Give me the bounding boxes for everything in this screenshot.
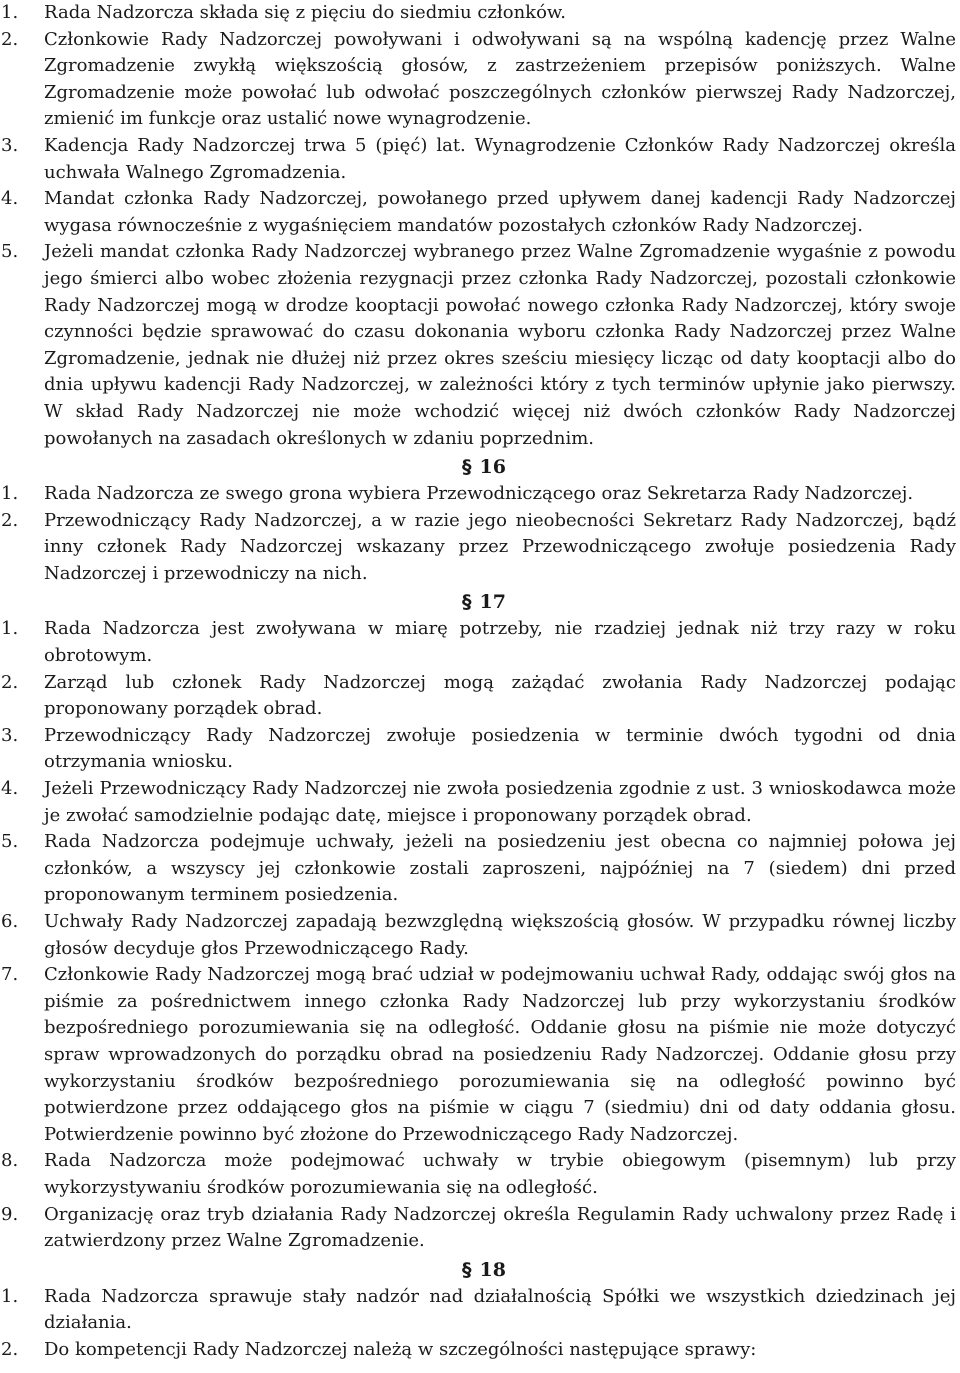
- list-item: [0, 508, 958, 588]
- list-item: [0, 239, 958, 452]
- item-text: Jeżeli Przewodniczący Rady Nadzorczej nie zwoła posiedzenia zgodnie z ust. 3 wnioskodawca może je zwołać samodzielnie podając datę, miejsce i proponowany porządek obrad.: [44, 778, 956, 826]
- item-text: Organizację oraz tryb działania Rady Nadzorczej określa Regulamin Rady uchwalony przez Radę i zatwierdzony przez Walne Zgromadzenie.: [44, 1203, 956, 1252]
- item-number: 3.: [1, 134, 19, 156]
- list-item: [0, 776, 958, 829]
- section-16: [0, 453, 958, 587]
- item-text: Rada Nadzorcza ze swego grona wybiera Przewodniczącego oraz Sekretarza Rady Nadzorczej.: [44, 483, 914, 505]
- item-number: 5.: [1, 241, 19, 263]
- list-item: [0, 723, 958, 776]
- item-number: 7.: [1, 964, 19, 986]
- item-text: Członkowie Rady Nadzorczej powoływani i odwoływani są na wspólną kadencję przez Walne Zgromadzenie zwykłą większością głosów, z zastrzeżeniem przepisów poniższych. Walne Zgromadzenie może powołać lub odwołać poszczególnych członków pierwszej Rady Nadzorczej, zmienić im funkcje oraz ustalić nowe wynagrodzenie.: [44, 28, 956, 130]
- list-item: [0, 962, 958, 1148]
- list-item: [0, 481, 958, 508]
- section-heading: [0, 588, 958, 616]
- list-item: [0, 186, 958, 239]
- list-item: [0, 909, 958, 962]
- item-number: 6.: [1, 911, 19, 932]
- item-number: 5.: [1, 831, 19, 853]
- item-number: 4.: [1, 188, 19, 210]
- list-item: [0, 1284, 958, 1337]
- item-number: 4.: [1, 778, 19, 800]
- item-text: Do kompetencji Rady Nadzorczej należą w szczególności następujące sprawy:: [44, 1338, 757, 1360]
- item-text: Przewodniczący Rady Nadzorczej zwołuje posiedzenia w terminie dwóch tygodni od dnia otrzymania wniosku.: [44, 724, 956, 773]
- item-text: Rada Nadzorcza może podejmować uchwały w trybie obiegowym (pisemnym) lub przy wykorzystywaniu środków porozumiewania się na odległość.: [44, 1150, 956, 1198]
- list-item: [0, 0, 958, 27]
- item-text: Zarząd lub członek Rady Nadzorczej mogą zażądać zwołania Rady Nadzorczej podając proponowany porządek obrad.: [44, 671, 956, 720]
- item-number: 1.: [1, 1285, 19, 1307]
- section-symbol: §: [462, 591, 472, 614]
- list-item: [0, 829, 958, 909]
- item-text: Rada Nadzorcza sprawuje stały nadzór nad działalnością Spółki we wszystkich dziedzinach jej działania.: [44, 1285, 956, 1334]
- item-text: Członkowie Rady Nadzorczej mogą brać udział w podejmowaniu uchwał Rady, oddając swój głos na piśmie za pośrednictwem innego członka Rady Nadzorczej lub przy wykorzystaniu środków bezpośredniego porozumiewania się na odległość. Oddanie głosu na piśmie nie może dotyczyć spraw wprowadzonych do porządku obrad na posiedzeniu Rady Nadzorczej. Oddanie głosu przy wykorzystaniu środków bezpośredniego porozumiewania się na odległość powinno być potwierdzone przez oddającego głos na piśmie w ciągu 7 (siedmiu) dni od daty oddania głosu. Potwierdzenie powinno być złożone do Przewodniczącego Rady Nadzorczej.: [44, 964, 956, 1145]
- item-number: 3.: [1, 724, 19, 746]
- section-heading: [0, 1256, 958, 1284]
- list-item: [0, 133, 958, 186]
- item-text: Uchwały Rady Nadzorczej zapadają bezwzględną większością głosów. W przypadku równej liczby głosów decyduje głos Przewodniczącego Rady.: [44, 911, 956, 959]
- item-number: 9.: [1, 1203, 19, 1225]
- section-heading: [0, 453, 958, 481]
- item-number: 2.: [1, 671, 19, 693]
- item-number: 1.: [1, 483, 19, 505]
- list-item: [0, 1148, 958, 1201]
- section-number: 17: [479, 591, 506, 614]
- section-number: 16: [479, 456, 506, 479]
- section-18: [0, 1256, 958, 1364]
- list-item: [0, 616, 958, 669]
- list-item: [0, 27, 958, 133]
- section-symbol: §: [462, 1258, 472, 1281]
- item-number: 1.: [1, 618, 19, 640]
- item-text: Jeżeli mandat członka Rady Nadzorczej wybranego przez Walne Zgromadzenie wygaśnie z powodu jego śmierci albo wobec złożenia rezygnacji przez członka Rady Nadzorczej, pozostali członkowie Rady Nadzorczej mogą w drodze kooptacji powołać nowego członka Rady Nadzorczej, który swoje czynności będzie sprawować do czasu dokonania wyboru członka Rady Nadzorczej przez Walne Zgromadzenie, jednak nie dłużej niż przez okres sześciu miesięcy licząc od daty kooptacji albo do dnia upływu kadencji Rady Nadzorczej, w zależności który z tych terminów upłynie jako pierwszy. W skład Rady Nadzorczej nie może wchodzić więcej niż dwóch członków Rady Nadzorczej powołanych na zasadach określonych w zdaniu poprzednim.: [44, 241, 956, 449]
- item-number: 1.: [1, 2, 19, 23]
- item-text: Rada Nadzorcza składa się z pięciu do siedmiu członków.: [44, 2, 566, 23]
- section-number: 18: [479, 1258, 506, 1281]
- item-text: Rada Nadzorcza jest zwoływana w miarę potrzeby, nie rzadziej jednak niż trzy razy w roku obrotowym.: [44, 618, 956, 667]
- list-item: [0, 1202, 958, 1255]
- section-symbol: §: [462, 456, 472, 479]
- top-list: [0, 0, 958, 452]
- item-text: Mandat członka Rady Nadzorczej, powołanego przed upływem danej kadencji Rady Nadzorczej wygasa równocześnie z wygaśnięciem mandatów pozostałych członków Rady Nadzorczej.: [44, 188, 956, 236]
- item-text: Przewodniczący Rady Nadzorczej, a w razie jego nieobecności Sekretarz Rady Nadzorczej, bądź inny członek Rady Nadzorczej wskazany przez Przewodniczącego zwołuje posiedzenia Rady Nadzorczej i przewodniczy na nich.: [44, 509, 956, 584]
- item-text: Rada Nadzorcza podejmuje uchwały, jeżeli na posiedzeniu jest obecna co najmniej połowa jej członków, a wszyscy jej członkowie zostali zaproszeni, najpóźniej na 7 (siedem) dni przed proponowanym terminem posiedzenia.: [44, 831, 956, 906]
- item-number: 2.: [1, 509, 19, 531]
- item-number: 2.: [1, 28, 19, 50]
- section-17: [0, 588, 958, 1254]
- list-item: [0, 670, 958, 723]
- item-text: Kadencja Rady Nadzorczej trwa 5 (pięć) lat. Wynagrodzenie Członków Rady Nadzorczej określa uchwała Walnego Zgromadzenia.: [44, 134, 956, 183]
- list-item: [0, 1337, 958, 1364]
- item-number: 2.: [1, 1338, 19, 1360]
- item-number: 8.: [1, 1150, 19, 1172]
